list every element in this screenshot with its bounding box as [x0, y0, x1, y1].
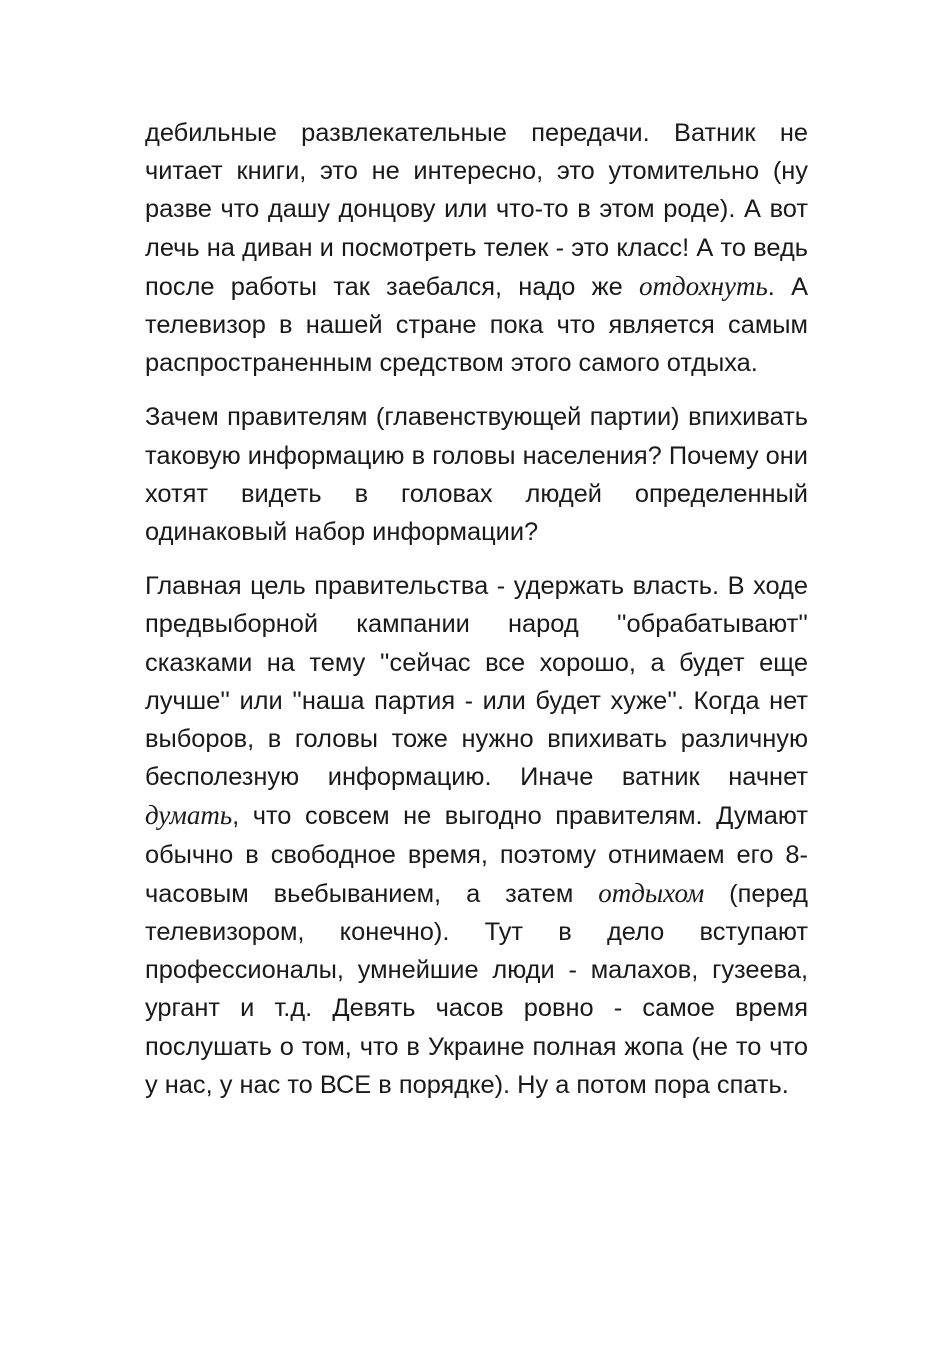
- paragraph-text: . А телевизор в нашей стране пока что является самым распространенным средством этого самого отдыха.: [145, 272, 809, 378]
- paragraph-text: , что совсем не выгодно правителям. Думают обычно в свободное время, поэтому отнимаем его 8-часовым вьебыванием, а затем: [145, 802, 808, 908]
- paragraph-2: [145, 398, 808, 551]
- emphasized-word: отдохнуть: [639, 270, 768, 301]
- paragraph-3: [145, 567, 808, 1104]
- document-page: [145, 114, 808, 1120]
- paragraph-1: [145, 114, 808, 382]
- paragraph-text: (перед телевизором, конечно). Тут в дело вступают профессионалы, умнейшие люди - малахов, гузеева, ургант и т.д. Девять часов ровно - самое время послушать о том, что в Украине полная жопа (не то что у нас, у нас то ВСЕ в порядке). Ну а потом пора спать.: [145, 879, 808, 1099]
- paragraph-text: дебильные развлекательные передачи. Ватник не читает книги, это не интересно, это утомительно (ну разве что дашу донцову или что-то в этом роде). А вот лечь на диван и посмотреть телек - это класс! А то ведь после работы так заебался, надо же: [145, 119, 808, 301]
- paragraph-text: Главная цель правительства - удержать власть. В ходе предвыборной кампании народ ''обрабатывают'' сказками на тему ''сейчас все хорошо, а будет еще лучше'' или ''наша партия - или будет хуже''. Когда нет выборов, в головы тоже нужно впихивать различную бесполезную информацию. Иначе ватник начнет: [145, 572, 808, 792]
- emphasized-word: думать: [145, 800, 233, 831]
- paragraph-text: Зачем правителям (главенствующей партии) впихивать таковую информацию в головы населения? Почему они хотят видеть в головах людей определенный одинаковый набор информации?: [145, 403, 808, 547]
- emphasized-word: отдыхом: [598, 877, 705, 908]
